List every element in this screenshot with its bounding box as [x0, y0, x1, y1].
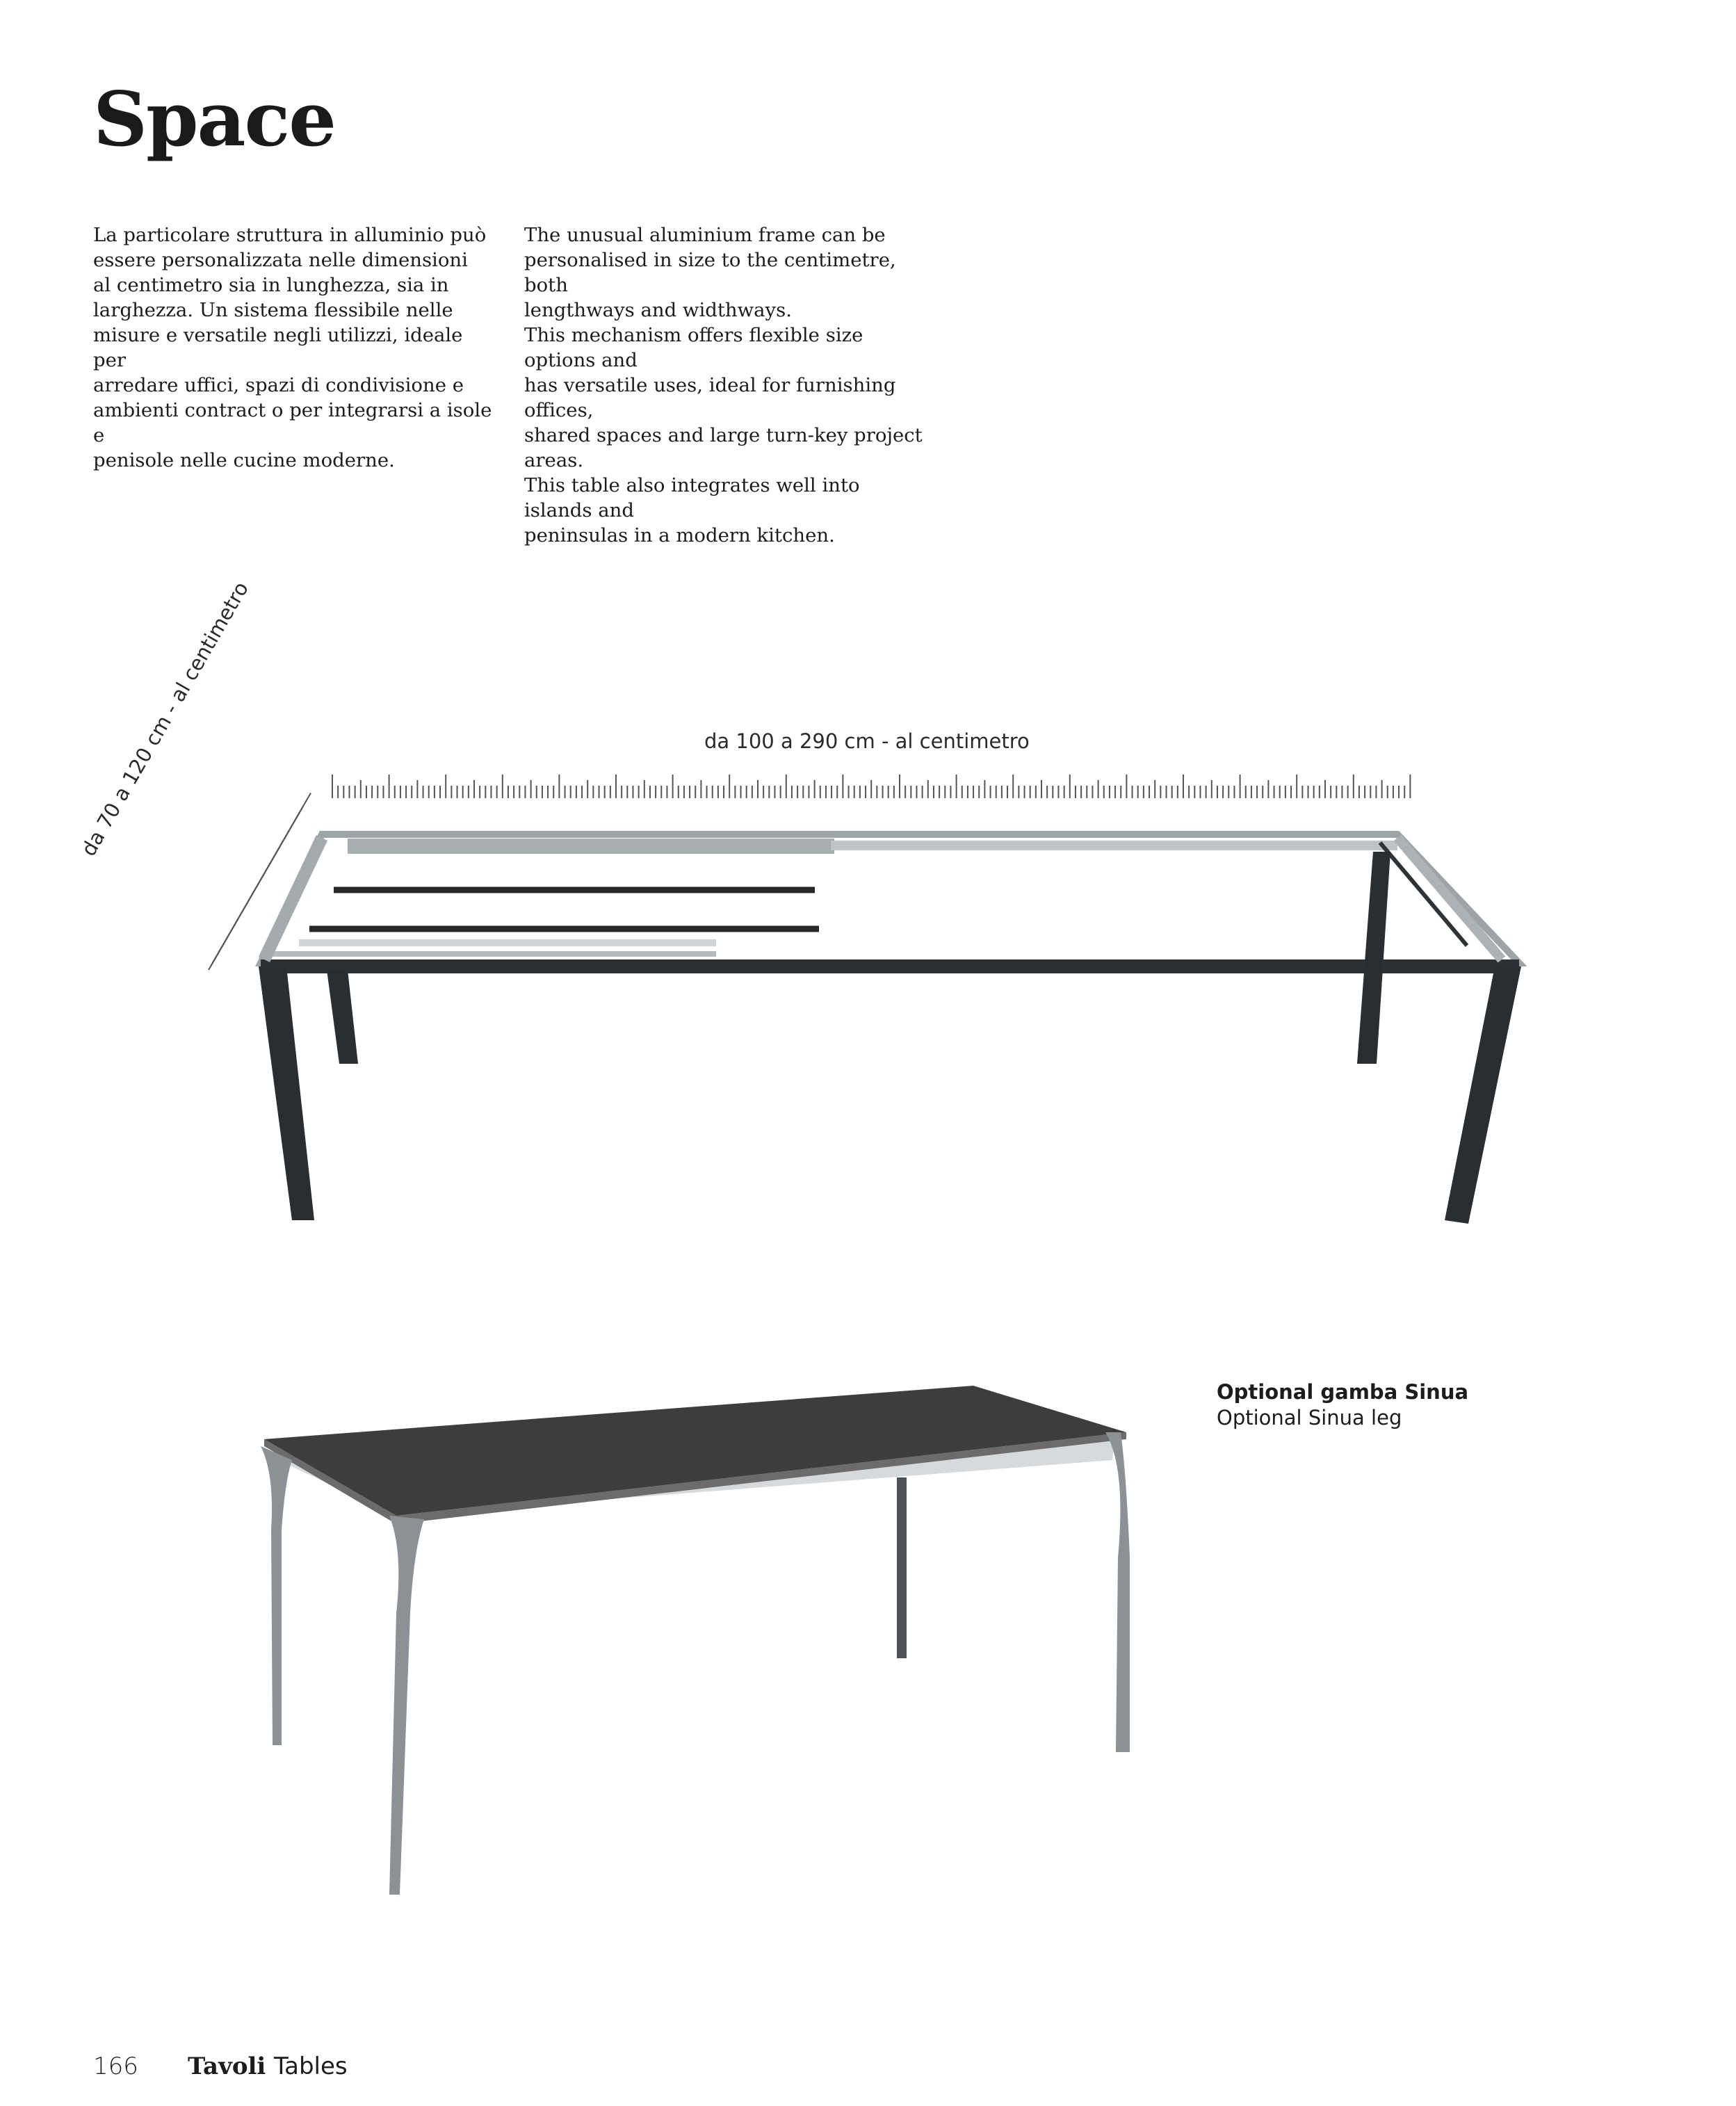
description-line: penisole nelle cucine moderne. — [93, 449, 395, 471]
caption-italian: Optional gamba Sinua — [1217, 1380, 1469, 1404]
description-line: ambienti contract o per integrarsi a isole e — [93, 399, 492, 446]
description-line: La particolare struttura in alluminio può — [93, 224, 487, 246]
description-line: personalised in size to the centimetre, both — [524, 249, 896, 296]
length-ruler — [332, 775, 1410, 798]
description-line: The unusual aluminium frame can be — [524, 224, 886, 246]
length-dimension-label: da 100 a 290 cm - al centimetro — [704, 729, 1030, 753]
extendable-table-frame-image — [259, 834, 1521, 1224]
description-line: essere personalizzata nelle dimensioni — [93, 249, 468, 271]
page-number: 166 — [93, 2052, 138, 2080]
description-line: lengthways and widthways. — [524, 299, 792, 321]
section-title-italian: Tavoli — [188, 2052, 266, 2080]
caption-english: Optional Sinua leg — [1217, 1406, 1402, 1429]
description-line: shared spaces and large turn-key project areas. — [524, 424, 923, 471]
page-title: Space — [93, 76, 335, 163]
description-line: misure e versatile negli utilizzi, ideale per — [93, 324, 463, 371]
description-line: This mechanism offers flexible size options and — [524, 324, 863, 371]
description-line: arredare uffici, spazi di condivisione e — [93, 374, 464, 396]
description-line: al centimetro sia in lunghezza, sia in — [93, 274, 449, 296]
width-dimension-label: da 70 a 120 cm - al centimetro — [76, 577, 254, 860]
optional-leg-caption — [1217, 1379, 1468, 1431]
description-line: peninsulas in a modern kitchen. — [524, 524, 835, 546]
ruler-tick — [299, 793, 311, 813]
description-line: larghezza. Un sistema flessibile nelle — [93, 299, 453, 321]
table-with-sinua-legs-image — [261, 1386, 1130, 1895]
description-line: This table also integrates well into islands and — [524, 474, 860, 521]
description-line: has versatile uses, ideal for furnishing offices, — [524, 374, 896, 421]
section-title-english: Tables — [274, 2052, 348, 2080]
